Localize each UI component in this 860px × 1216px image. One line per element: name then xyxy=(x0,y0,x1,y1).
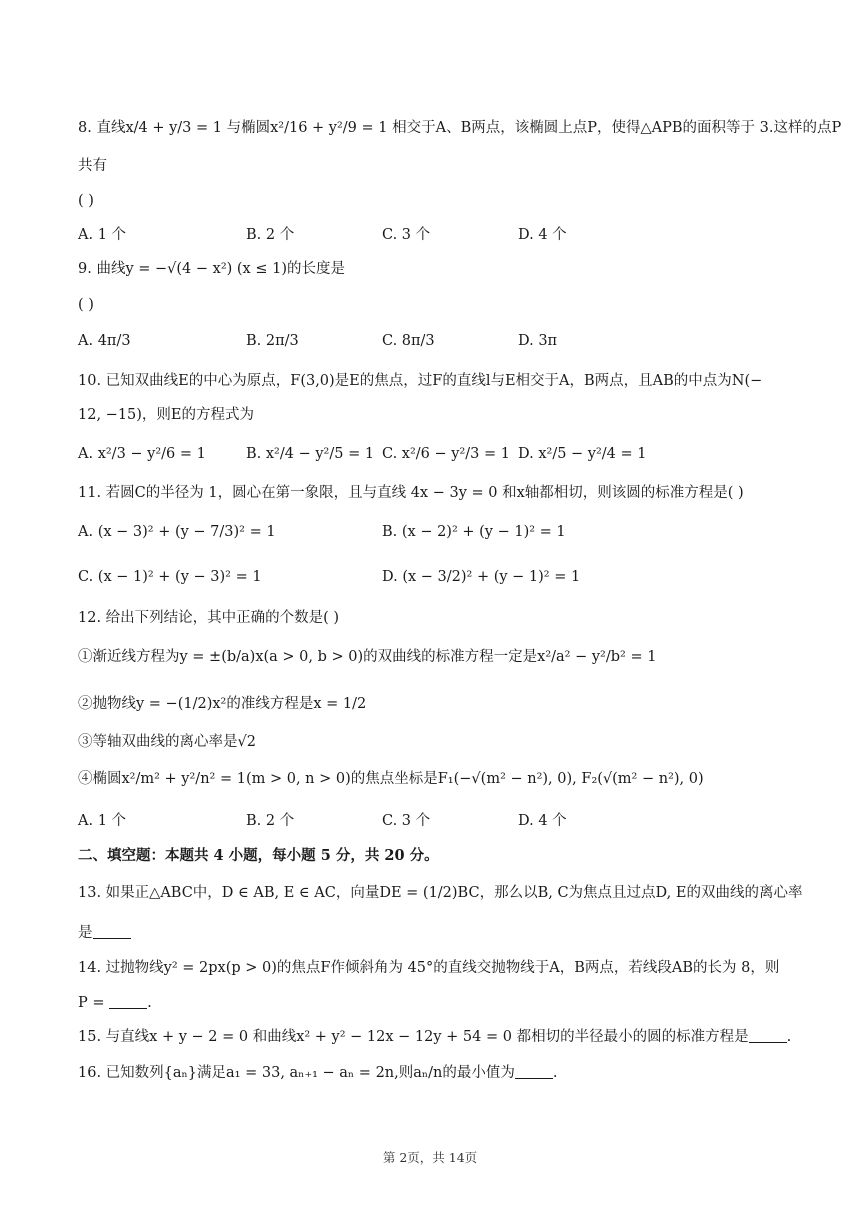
q13-answer-blank xyxy=(93,923,131,939)
q8-stem-line2: 共有 xyxy=(78,158,107,174)
q9-option-a: A. 4π/3 xyxy=(78,333,131,349)
page-number-footer: 第 2页，共 14页 xyxy=(382,1150,478,1165)
q9-option-d: D. 3π xyxy=(518,333,558,349)
q14-stem-line2-text: P = xyxy=(78,995,105,1011)
q8-option-b: B. 2 个 xyxy=(246,227,295,243)
q14-stem-line2 xyxy=(78,992,152,1014)
q12-statement-3: ③等轴双曲线的离心率是√2 xyxy=(78,734,256,750)
q10-option-b: B. x²/4 − y²/5 = 1 xyxy=(246,446,375,462)
q15-line xyxy=(78,1026,791,1048)
q13-stem-line2 xyxy=(78,922,131,944)
q14-stem-line1: 14. 过抛物线y² = 2px(p > 0)的焦点F作倾斜角为 45°的直线交抛物线于A，B两点，若线段AB的长为 8，则 xyxy=(78,960,780,976)
q11-option-b: B. (x − 2)² + (y − 1)² = 1 xyxy=(382,524,566,540)
q10-option-c: C. x²/6 − y²/3 = 1 xyxy=(382,446,510,462)
q9-answer-paren: ( ) xyxy=(78,297,94,313)
q15-stem: 15. 与直线x + y − 2 = 0 和曲线x² + y² − 12x − 12y + 54 = 0 都相切的半径最小的圆的标准方程是 xyxy=(78,1029,749,1045)
q10-option-d: D. x²/5 − y²/4 = 1 xyxy=(518,446,647,462)
q12-statement-2: ②抛物线y = −(1/2)x²的准线方程是x = 1/2 xyxy=(78,696,367,712)
q12-statement-1: ①渐近线方程为y = ±(b/a)x(a > 0, b > 0)的双曲线的标准方程一定是x²/a² − y²/b² = 1 xyxy=(78,649,657,665)
q16-answer-blank xyxy=(515,1063,553,1079)
q11-option-c: C. (x − 1)² + (y − 3)² = 1 xyxy=(78,569,262,585)
q12-option-c: C. 3 个 xyxy=(382,813,431,829)
q8-option-a: A. 1 个 xyxy=(78,227,127,243)
q12-option-a: A. 1 个 xyxy=(78,813,127,829)
q11-option-d: D. (x − 3/2)² + (y − 1)² = 1 xyxy=(382,569,581,585)
q8-answer-paren: ( ) xyxy=(78,193,94,209)
q11-option-a: A. (x − 3)² + (y − 7/3)² = 1 xyxy=(78,524,276,540)
q14-end-mark: . xyxy=(147,995,152,1011)
q13-stem-line1: 13. 如果正△ABC中，D ∈ AB, E ∈ AC，向量DE = (1/2)BC，那么以B, C为焦点且过点D, E的双曲线的离心率 xyxy=(78,885,803,901)
q10-option-a: A. x²/3 − y²/6 = 1 xyxy=(78,446,206,462)
q12-option-d: D. 4 个 xyxy=(518,813,567,829)
q8-stem-line1: 8. 直线x/4 + y/3 = 1 与椭圆x²/16 + y²/9 = 1 相交于A、B两点，该椭圆上点P，使得△APB的面积等于 3.这样的点P xyxy=(78,120,842,136)
q15-answer-blank xyxy=(749,1027,787,1043)
q14-answer-blank xyxy=(109,993,147,1009)
q13-stem-line2-text: 是 xyxy=(78,925,93,941)
q8-option-c: C. 3 个 xyxy=(382,227,431,243)
q10-stem-line2: 12, −15)，则E的方程式为 xyxy=(78,407,255,423)
q16-line xyxy=(78,1062,558,1084)
q11-stem: 11. 若圆C的半径为 1，圆心在第一象限，且与直线 4x − 3y = 0 和x轴都相切，则该圆的标准方程是( ) xyxy=(78,485,744,501)
q16-stem: 16. 已知数列{aₙ}满足a₁ = 33, aₙ₊₁ − aₙ = 2n,则aₙ/n的最小值为 xyxy=(78,1065,515,1081)
section-heading-fill-in: 二、填空题：本题共 4 小题，每小题 5 分，共 20 分。 xyxy=(78,847,439,864)
q12-statement-4: ④椭圆x²/m² + y²/n² = 1(m > 0, n > 0)的焦点坐标是F₁(−√(m² − n²), 0), F₂(√(m² − n²), 0) xyxy=(78,771,704,787)
q8-option-d: D. 4 个 xyxy=(518,227,567,243)
q10-stem-line1: 10. 已知双曲线E的中心为原点，F(3,0)是E的焦点，过F的直线l与E相交于A，B两点，且AB的中点为N(− xyxy=(78,373,763,389)
q9-stem: 9. 曲线y = −√(4 − x²) (x ≤ 1)的长度是 xyxy=(78,261,345,277)
q15-end-mark: . xyxy=(786,1029,792,1045)
q12-stem: 12. 给出下列结论，其中正确的个数是( ) xyxy=(78,610,340,626)
q9-option-b: B. 2π/3 xyxy=(246,333,299,349)
q12-option-b: B. 2 个 xyxy=(246,813,295,829)
q16-end-mark: . xyxy=(552,1065,558,1081)
q9-option-c: C. 8π/3 xyxy=(382,333,435,349)
